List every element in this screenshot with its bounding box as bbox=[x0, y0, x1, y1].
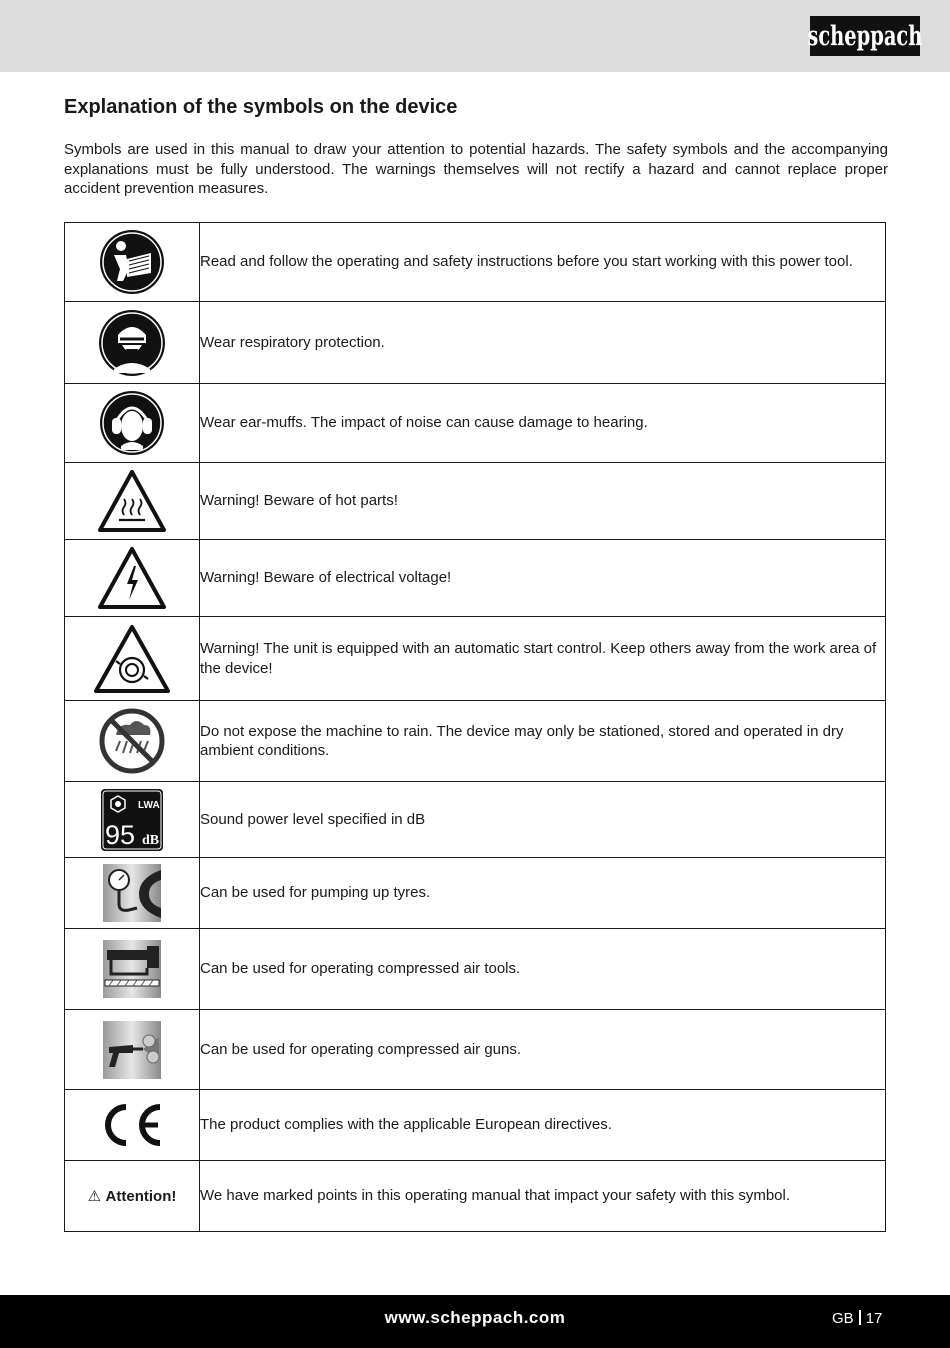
footer-region: GB bbox=[832, 1310, 854, 1327]
table-row bbox=[65, 1010, 886, 1090]
electrical-voltage-warning-icon bbox=[97, 546, 167, 610]
table-row bbox=[65, 302, 886, 384]
icon-cell bbox=[65, 1090, 200, 1161]
footer-divider bbox=[859, 1310, 861, 1325]
symbol-description: Wear respiratory protection. bbox=[200, 302, 886, 384]
air-tool-icon bbox=[103, 940, 161, 998]
ear-muffs-icon bbox=[99, 390, 165, 456]
tyre-pumping-icon bbox=[103, 864, 161, 922]
icon-cell bbox=[65, 302, 200, 384]
hot-surface-warning-icon bbox=[97, 469, 167, 533]
table-row bbox=[65, 223, 886, 302]
symbol-description: Warning! Beware of electrical voltage! bbox=[200, 540, 886, 617]
table-row bbox=[65, 540, 886, 617]
symbol-description: Can be used for operating compressed air guns. bbox=[200, 1010, 886, 1090]
symbol-description: The product complies with the applicable European directives. bbox=[200, 1090, 886, 1161]
icon-cell bbox=[65, 782, 200, 858]
symbol-description: Sound power level specified in dB bbox=[200, 782, 886, 858]
icon-cell bbox=[65, 540, 200, 617]
read-manual-icon bbox=[99, 229, 165, 295]
table-row bbox=[65, 858, 886, 929]
symbol-description: Can be used for operating compressed air tools. bbox=[200, 929, 886, 1010]
respiratory-protection-icon bbox=[98, 309, 166, 377]
attention-label: Attention! bbox=[105, 1187, 177, 1205]
footer-url[interactable]: www.scheppach.com bbox=[384, 1308, 566, 1327]
symbol-description: Read and follow the operating and safety instructions before you start working with this power tool. bbox=[200, 223, 886, 302]
icon-cell bbox=[65, 617, 200, 701]
ce-mark-icon bbox=[98, 1101, 166, 1149]
page-title: Explanation of the symbols on the device bbox=[64, 96, 458, 118]
icon-cell bbox=[65, 929, 200, 1010]
sound-value: 95 bbox=[105, 819, 136, 850]
air-gun-icon bbox=[103, 1021, 161, 1079]
table-row bbox=[65, 1161, 886, 1232]
attention-icon: ⚠ bbox=[87, 1187, 102, 1205]
symbol-description: Do not expose the machine to rain. The device may only be stationed, stored and operated in dry ambient conditions. bbox=[200, 701, 886, 782]
symbol-description: Warning! The unit is equipped with an automatic start control. Keep others away from the work area of the device! bbox=[200, 617, 886, 701]
brand-logo bbox=[807, 16, 923, 56]
no-rain-icon bbox=[98, 707, 166, 775]
icon-cell bbox=[65, 1161, 200, 1232]
automatic-start-warning-icon bbox=[93, 624, 171, 694]
sound-unit: dB bbox=[142, 832, 160, 848]
intro-paragraph: Symbols are used in this manual to draw your attention to potential hazards. The safety symbols and the accompanying explanations must be fully understood. The warnings themselves will not rectify a hazard and cannot replace proper accident prevention measures. bbox=[64, 141, 888, 197]
symbol-description: Wear ear-muffs. The impact of noise can cause damage to hearing. bbox=[200, 384, 886, 463]
symbol-description: We have marked points in this operating manual that impact your safety with this symbol. bbox=[200, 1161, 886, 1232]
table-row bbox=[65, 1090, 886, 1161]
table-row bbox=[65, 701, 886, 782]
icon-cell bbox=[65, 384, 200, 463]
table-row bbox=[65, 384, 886, 463]
footer-page-number: 17 bbox=[865, 1310, 883, 1327]
table-row bbox=[65, 782, 886, 858]
brand-name: scheppach bbox=[807, 20, 923, 52]
table-row bbox=[65, 617, 886, 701]
table-row bbox=[65, 463, 886, 540]
sound-power-level-icon bbox=[100, 788, 164, 852]
symbol-description: Can be used for pumping up tyres. bbox=[200, 858, 886, 929]
table-row bbox=[65, 929, 886, 1010]
icon-cell bbox=[65, 223, 200, 302]
icon-cell bbox=[65, 701, 200, 782]
icon-cell bbox=[65, 858, 200, 929]
sound-label: LWA bbox=[138, 799, 160, 811]
icon-cell bbox=[65, 463, 200, 540]
footer-page-info bbox=[832, 1310, 882, 1327]
icon-cell bbox=[65, 1010, 200, 1090]
symbol-description: Warning! Beware of hot parts! bbox=[200, 463, 886, 540]
symbols-table bbox=[64, 222, 886, 1232]
